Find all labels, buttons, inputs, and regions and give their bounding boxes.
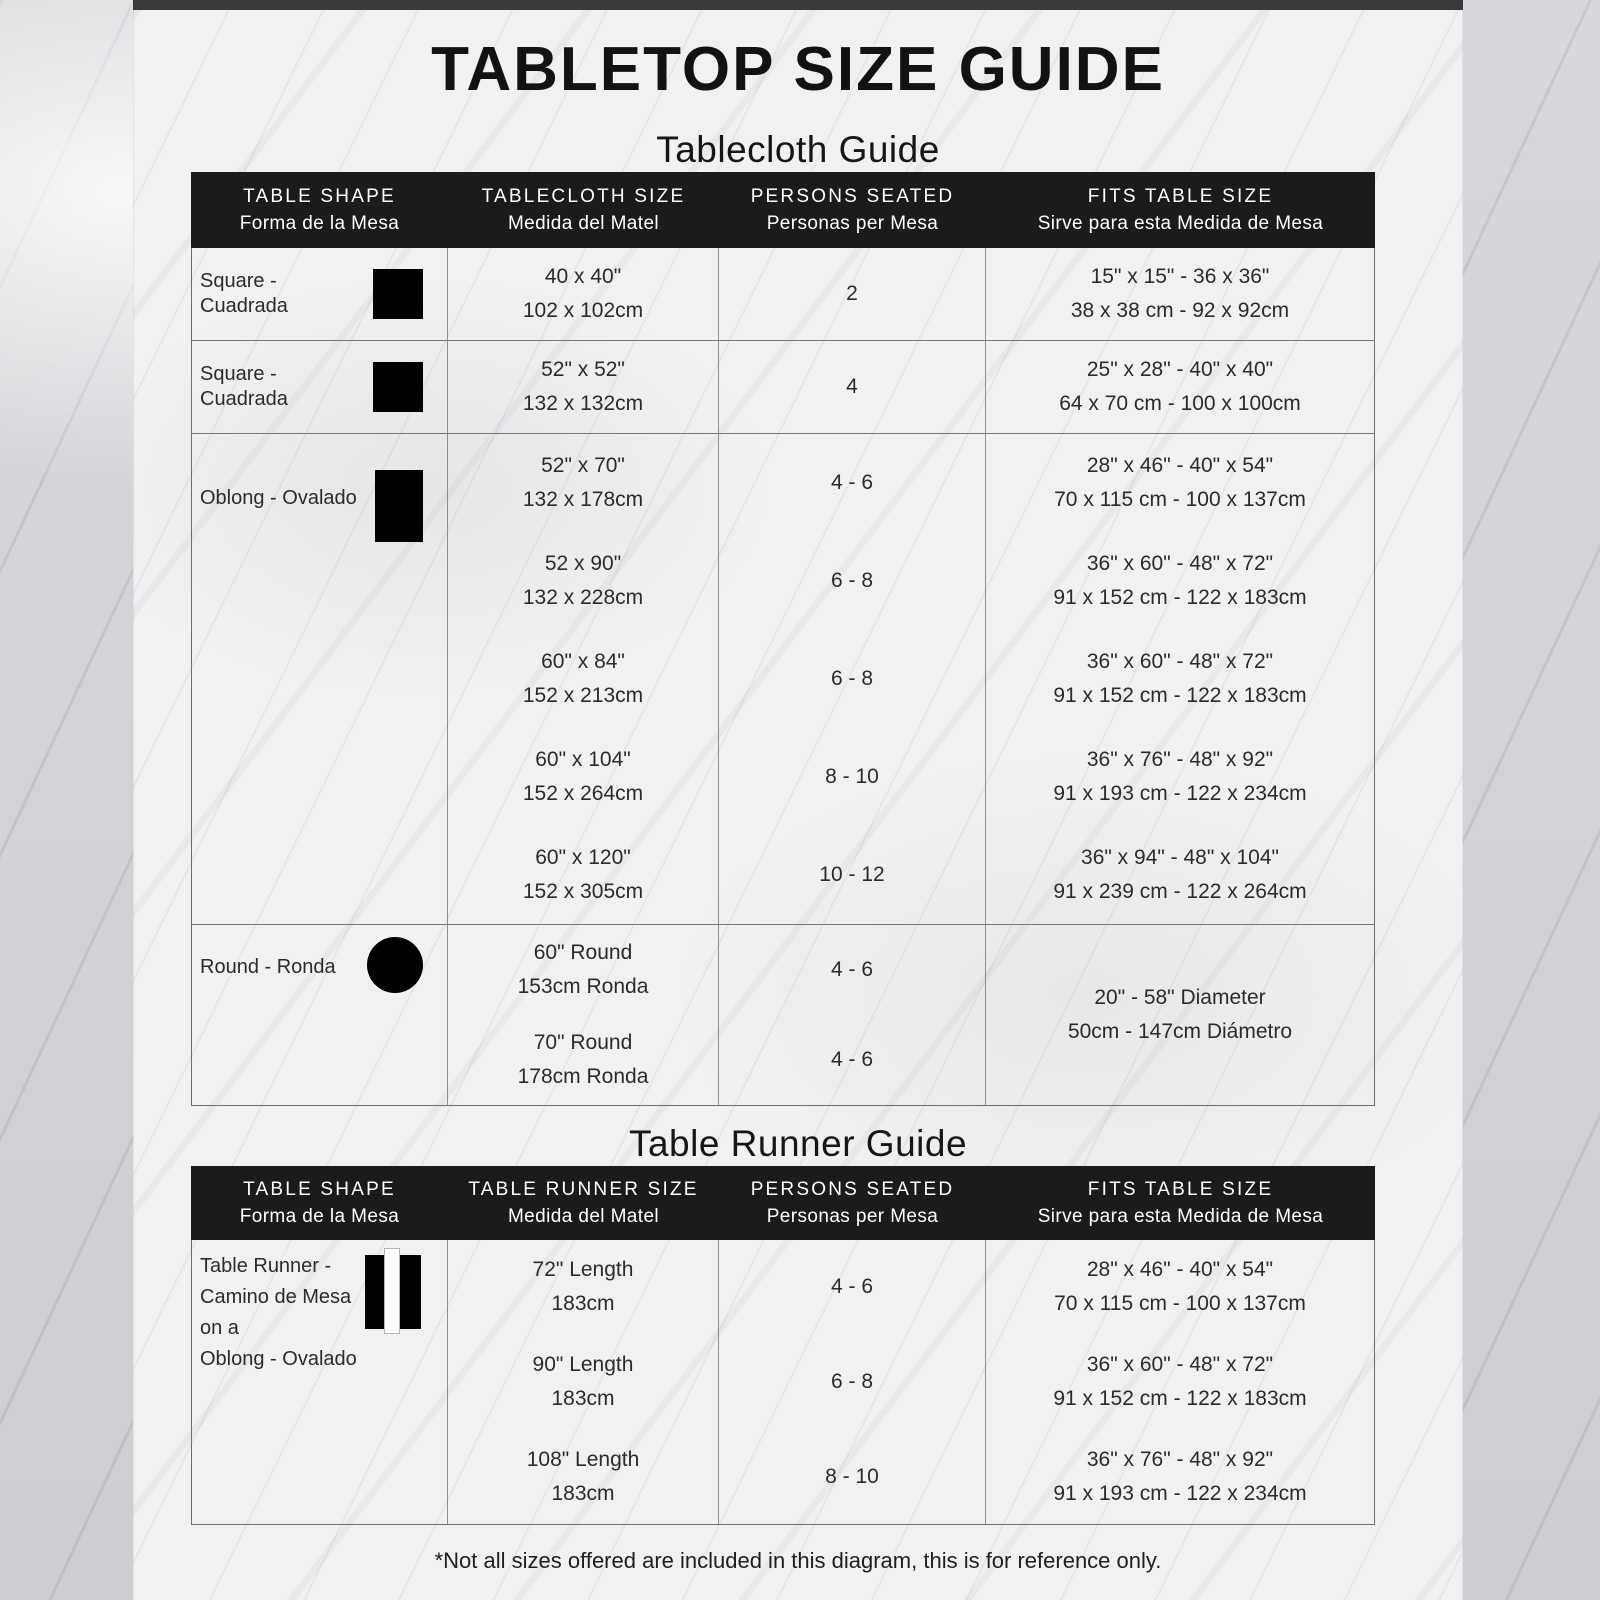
header-persons-seated: [719, 172, 986, 248]
persons-count: 6 - 8: [830, 667, 874, 690]
fits-cell: [986, 1335, 1374, 1430]
persons-cell: [719, 532, 985, 630]
fits-cell: [986, 248, 1374, 340]
persons-cell: [719, 1429, 985, 1524]
header-table-shape-en: TABLE SHAPE: [243, 1178, 396, 1200]
shape-label: Square - Cuadrada: [200, 363, 288, 410]
fits-cell: [986, 341, 1374, 433]
header-table-shape-es: Forma de la Mesa: [239, 1205, 400, 1227]
size-imperial: 70" Round: [533, 1031, 633, 1054]
fits-metric: 91 x 239 cm - 122 x 264cm: [1053, 880, 1307, 903]
fits-metric: 70 x 115 cm - 100 x 137cm: [1054, 1292, 1306, 1316]
fits-cell: [986, 630, 1374, 728]
header-persons-seated-en: PERSONS SEATED: [750, 1178, 955, 1200]
fits-cell: [986, 1429, 1374, 1524]
header-table-shape-es: Forma de la Mesa: [239, 212, 400, 234]
size-cell: [448, 1240, 718, 1335]
size-column: [448, 434, 719, 924]
header-table-shape-en: TABLE SHAPE: [243, 185, 396, 207]
footnote: *Not all sizes offered are included in this diagram, this is for reference only.: [434, 1548, 1162, 1573]
size-imperial: 108" Length: [526, 1447, 640, 1471]
shape-label-block: [200, 1248, 357, 1372]
persons-cell: [719, 1240, 985, 1335]
persons-cell: [719, 925, 985, 1015]
size-imperial: 60" x 84": [541, 650, 625, 673]
size-metric: 132 x 178cm: [522, 488, 644, 511]
shape-label-line2: Camino de Mesa: [200, 1286, 352, 1308]
shape-label-line1: Table Runner -: [200, 1255, 332, 1277]
fits-imperial: 15" x 15" - 36 x 36": [1090, 265, 1270, 288]
persons-count: 4: [846, 375, 858, 398]
size-metric: 152 x 213cm: [522, 684, 644, 707]
persons-cell: [719, 248, 986, 340]
tablecloth-guide-title: Tablecloth Guide: [656, 129, 940, 170]
size-metric: 178cm Ronda: [517, 1065, 649, 1088]
persons-cell: [719, 826, 985, 924]
size-metric: 153cm Ronda: [517, 975, 649, 998]
oblong-rectangle-icon: [375, 470, 423, 542]
fits-metric: 91 x 193 cm - 122 x 234cm: [1053, 1481, 1307, 1505]
size-metric: 152 x 264cm: [522, 782, 644, 805]
fits-metric: 91 x 152 cm - 122 x 183cm: [1053, 586, 1307, 609]
table-row-square-40: [192, 248, 1374, 340]
header-persons-seated-es: Personas per Mesa: [766, 1205, 939, 1227]
fits-imperial: 25" x 28" - 40" x 40": [1086, 358, 1274, 381]
fits-imperial: 36" x 76" - 48" x 92": [1086, 748, 1274, 771]
persons-column: [719, 434, 986, 924]
header-table-runner-size-en: TABLE RUNNER SIZE: [468, 1178, 699, 1200]
fits-column: [986, 434, 1374, 924]
size-imperial: 72" Length: [532, 1258, 634, 1282]
tablecloth-guide-table: [191, 172, 1375, 1106]
persons-count: 4 - 6: [830, 1275, 874, 1299]
fits-imperial: 20" - 58" Diameter: [1094, 986, 1266, 1009]
fits-imperial: 36" x 94" - 48" x 104": [1081, 846, 1279, 869]
size-column: [448, 925, 719, 1105]
header-fits-table-size: [986, 172, 1375, 248]
size-cell: [448, 1335, 718, 1430]
shape-label: Round - Ronda: [200, 956, 336, 978]
fits-metric: 91 x 152 cm - 122 x 183cm: [1053, 684, 1307, 707]
persons-cell: [719, 341, 986, 433]
table-runner-guide-title: Table Runner Guide: [628, 1123, 968, 1164]
size-imperial: 90" Length: [532, 1353, 634, 1376]
circle-icon: [367, 937, 423, 993]
persons-count: 4 - 6: [830, 958, 874, 981]
header-fits-table-size-es: Sirve para esta Medida de Mesa: [1037, 212, 1324, 234]
fits-column: [986, 1240, 1374, 1524]
persons-cell: [719, 1335, 985, 1430]
header-tablecloth-size-en: TABLECLOTH SIZE: [481, 185, 686, 207]
size-metric: 132 x 132cm: [522, 392, 644, 415]
persons-cell: [719, 434, 985, 532]
tablecloth-table-body: [191, 248, 1375, 1106]
table-section-oblong: [192, 433, 1374, 924]
size-cell: [448, 1015, 718, 1105]
fits-cell: [986, 532, 1374, 630]
table-section-runner: [192, 1240, 1374, 1524]
table-section-round: [192, 924, 1374, 1105]
shape-label-line4: Oblong - Ovalado: [200, 1348, 357, 1370]
persons-cell: [719, 630, 985, 728]
size-cell: [448, 434, 718, 532]
header-table-shape: [191, 1166, 448, 1240]
header-table-shape: [191, 172, 448, 248]
shape-cell: [192, 1240, 448, 1524]
size-imperial: 60" x 104": [535, 748, 631, 771]
size-cell: [448, 248, 719, 340]
size-cell: [448, 925, 718, 1015]
shape-cell: [192, 434, 448, 924]
persons-count: 6 - 8: [830, 1370, 874, 1393]
shape-cell: [192, 341, 448, 433]
size-imperial: 52 x 90": [544, 552, 622, 575]
persons-column: [719, 1240, 986, 1524]
size-metric: 152 x 305cm: [522, 880, 644, 903]
fits-imperial: 36" x 60" - 48" x 72": [1086, 650, 1274, 673]
fits-imperial: 36" x 76" - 48" x 92": [1086, 1447, 1274, 1471]
fits-metric: 70 x 115 cm - 100 x 137cm: [1054, 488, 1306, 511]
size-metric: 132 x 228cm: [522, 586, 644, 609]
persons-count: 6 - 8: [830, 569, 874, 592]
header-fits-table-size-es: Sirve para esta Medida de Mesa: [1037, 1205, 1324, 1227]
persons-count: 4 - 6: [830, 1048, 874, 1071]
size-imperial: 52" x 70": [541, 454, 625, 477]
size-cell: [448, 1429, 718, 1524]
shape-cell: [192, 925, 448, 1105]
table-runner-icon-runner-stripe: [384, 1248, 400, 1334]
size-metric: 183cm: [551, 1387, 615, 1410]
fits-metric: 91 x 193 cm - 122 x 234cm: [1053, 782, 1307, 805]
table-runner-icon: [365, 1248, 423, 1336]
size-metric: 183cm: [551, 1481, 615, 1505]
header-fits-table-size: [986, 1166, 1375, 1240]
shape-label-line3: on a: [200, 1317, 239, 1339]
shape-cell: [192, 248, 448, 340]
size-cell: [448, 341, 719, 433]
shape-label: Oblong - Ovalado: [200, 487, 357, 509]
size-imperial: 60" x 120": [535, 846, 631, 869]
table-row-square-52: [192, 340, 1374, 433]
header-table-runner-size: [448, 1166, 719, 1240]
header-persons-seated-en: PERSONS SEATED: [750, 185, 955, 207]
size-metric: 102 x 102cm: [522, 299, 644, 322]
page-title: TABLETOP SIZE GUIDE: [431, 35, 1165, 104]
header-tablecloth-size: [448, 172, 719, 248]
size-imperial: 60" Round: [533, 941, 633, 964]
fits-imperial: 36" x 60" - 48" x 72": [1086, 1353, 1274, 1376]
persons-cell: [719, 1015, 985, 1105]
fits-metric: 64 x 70 cm - 100 x 100cm: [1059, 392, 1301, 415]
fits-metric: 91 x 152 cm - 122 x 183cm: [1053, 1387, 1307, 1410]
persons-count: 4 - 6: [830, 471, 874, 494]
size-imperial: 52" x 52": [541, 358, 625, 381]
fits-cell: [986, 728, 1374, 826]
header-fits-table-size-en: FITS TABLE SIZE: [1087, 185, 1274, 207]
size-metric: 183cm: [551, 1292, 615, 1316]
size-cell: [448, 630, 718, 728]
header-fits-table-size-en: FITS TABLE SIZE: [1087, 1178, 1274, 1200]
header-persons-seated-es: Personas per Mesa: [766, 212, 939, 234]
persons-count: 10 - 12: [819, 863, 885, 886]
size-column: [448, 1240, 719, 1524]
size-cell: [448, 728, 718, 826]
persons-count: 2: [846, 282, 858, 305]
fits-metric: 50cm - 147cm Diámetro: [1067, 1020, 1293, 1043]
persons-count: 8 - 10: [825, 1464, 879, 1488]
fits-cell: [986, 1240, 1374, 1335]
persons-count: 8 - 10: [825, 765, 879, 788]
size-imperial: 40 x 40": [544, 265, 622, 288]
square-icon: [373, 362, 423, 412]
fits-imperial: 28" x 46" - 40" x 54": [1086, 1258, 1274, 1282]
size-cell: [448, 826, 718, 924]
size-cell: [448, 532, 718, 630]
fits-metric: 38 x 38 cm - 92 x 92cm: [1070, 299, 1290, 322]
persons-column: [719, 925, 986, 1105]
header-table-runner-size-es: Medida del Matel: [507, 1205, 660, 1227]
shape-label: Square - Cuadrada: [200, 270, 288, 317]
runner-table-header: [191, 1166, 1375, 1240]
table-runner-guide-table: [191, 1166, 1375, 1525]
tablecloth-table-header: [191, 172, 1375, 248]
header-persons-seated: [719, 1166, 986, 1240]
fits-cell: [986, 826, 1374, 924]
fits-cell: [986, 434, 1374, 532]
marble-sheet: [133, 0, 1463, 1600]
fits-imperial: 36" x 60" - 48" x 72": [1086, 552, 1274, 575]
square-icon: [373, 269, 423, 319]
fits-imperial: 28" x 46" - 40" x 54": [1086, 454, 1274, 477]
persons-cell: [719, 728, 985, 826]
header-tablecloth-size-es: Medida del Matel: [507, 212, 660, 234]
fits-cell-merged: [986, 925, 1374, 1105]
runner-table-body: [191, 1240, 1375, 1525]
